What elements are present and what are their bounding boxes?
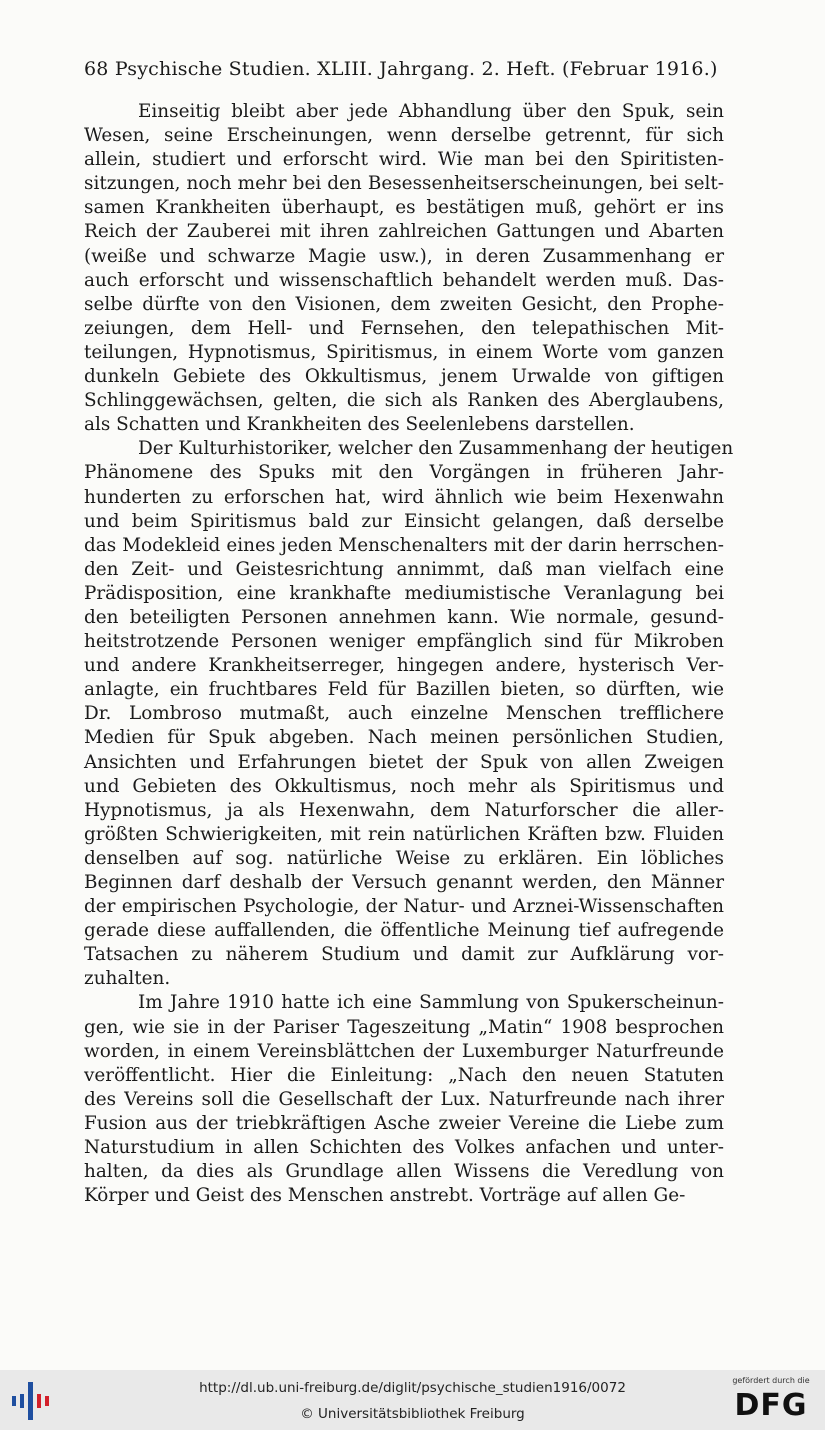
text-line: Beginnen darf deshalb der Versuch genannt werden, den Männer <box>84 872 724 893</box>
text-line: Fusion aus der triebkräftigen Asche zweier Vereine die Liebe zum <box>84 1112 724 1134</box>
text-line: zeiungen, dem Hell- und Fernsehen, den telepathischen Mit- <box>84 317 724 339</box>
running-title: Psychische Studien. XLIII. Jahrgang. 2. Heft. (Februar 1916.) <box>114 58 718 80</box>
text-line: Wesen, seine Erscheinungen, wenn derselbe getrennt, für sich <box>84 125 724 147</box>
text-line: anlagte, ein fruchtbares Feld für Bazillen bieten, so dürften, wie <box>84 679 724 701</box>
text-line: (weiße und schwarze Magie usw.), in deren Zusammenhang er <box>84 245 724 267</box>
text-line: Tatsachen zu näherem Studium und damit zur Aufklärung vor- <box>84 944 724 966</box>
text-line: den beteiligten Personen annehmen kann. Wie normale, gesund- <box>84 606 724 628</box>
text-line: Schlinggewächsen, gelten, die sich als Ranken des Aberglaubens, <box>84 390 724 412</box>
viewer-footer <box>0 1370 825 1430</box>
text-line: dunkeln Gebiete des Okkultismus, jenem Urwalde von giftigen <box>84 366 724 388</box>
running-header <box>84 58 724 80</box>
text-line: worden, in einem Vereinsblättchen der Luxemburger Naturfreunde <box>84 1040 724 1062</box>
dfg-mark: DFG <box>734 1388 808 1423</box>
text-line: den Zeit- und Geistesrichtung annimmt, daß man vielfach eine <box>84 558 724 580</box>
text-line: heitstrotzende Personen weniger empfänglich sind für Mikroben <box>84 631 724 653</box>
text-line: auch erforscht und wissenschaftlich behandelt werden muß. Das- <box>84 269 724 291</box>
text-line: Der Kulturhistoriker, welcher den Zusammenhang der heutigen <box>138 438 734 460</box>
page-permalink[interactable]: http://dl.ub.uni-freiburg.de/diglit/psychische_studien1916/0072 <box>199 1380 626 1396</box>
dfg-caption: gefördert durch die <box>732 1376 810 1385</box>
text-line: und andere Krankheitserreger, hingegen andere, hysterisch Ver- <box>84 655 724 677</box>
text-line: samen Krankheiten überhaupt, es bestätigen muß, gehört er ins <box>84 197 724 219</box>
text-line: Körper und Geist des Menschen anstrebt. Vorträge auf allen Ge- <box>84 1185 686 1207</box>
text-line: denselben auf sog. natürliche Weise zu erklären. Ein löbliches <box>84 847 724 869</box>
text-line: der empirischen Psychologie, der Natur- und Arznei-Wissenschaften <box>84 896 724 918</box>
text-line: des Vereins soll die Gesellschaft der Lux. Naturfreunde nach ihrer <box>84 1088 724 1110</box>
text-line: zuhalten. <box>84 968 171 990</box>
text-line: Im Jahre 1910 hatte ich eine Sammlung von Spukerscheinun- <box>138 992 724 1014</box>
article-body <box>84 100 734 1208</box>
text-line: gen, wie sie in der Pariser Tageszeitung „Matin“ 1908 besprochen <box>84 1016 724 1038</box>
text-line: und beim Spiritismus bald zur Einsicht gelangen, daß derselbe <box>84 510 724 532</box>
text-line: Einseitig bleibt aber jede Abhandlung über den Spuk, sein <box>138 101 724 122</box>
text-line: sitzungen, noch mehr bei den Besessenheitserscheinungen, bei selt- <box>84 173 724 195</box>
text-line: selbe dürfte von den Visionen, dem zweiten Gesicht, den Prophe- <box>84 293 724 315</box>
dfg-logo <box>727 1376 815 1426</box>
text-line: Hypnotismus, ja als Hexenwahn, dem Naturforscher die aller- <box>84 799 724 821</box>
text-line: und Gebieten des Okkultismus, noch mehr als Spiritismus und <box>84 775 724 797</box>
text-line: Reich der Zauberei mit ihren zahlreichen Gattungen und Abarten <box>84 221 724 243</box>
copyright-notice: © Universitätsbibliothek Freiburg <box>300 1406 525 1422</box>
text-line: als Schatten und Krankheiten des Seelenlebens darstellen. <box>84 414 635 436</box>
text-line: teilungen, Hypnotismus, Spiritismus, in einem Worte vom ganzen <box>84 341 724 363</box>
text-line: Prädisposition, eine krankhafte mediumistische Veranlagung bei <box>84 582 724 604</box>
text-line: Ansichten und Erfahrungen bietet der Spuk von allen Zweigen <box>84 751 724 773</box>
text-line: größten Schwierigkeiten, mit rein natürlichen Kräften bzw. Fluiden <box>84 823 724 845</box>
text-line: Dr. Lombroso mutmaßt, auch einzelne Menschen trefflichere <box>84 703 724 725</box>
text-line: allein, studiert und erforscht wird. Wie man bei den Spiritisten- <box>84 149 724 171</box>
text-line: Naturstudium in allen Schichten des Volkes anfachen und unter- <box>84 1137 724 1159</box>
page-number: 68 <box>84 58 109 80</box>
text-line: das Modekleid eines jeden Menschenalters mit der darin herrschen- <box>84 534 724 556</box>
text-line: gerade diese auffallenden, die öffentliche Meinung tief aufregende <box>84 920 724 942</box>
text-line: hunderten zu erforschen hat, wird ähnlich wie beim Hexenwahn <box>84 486 724 508</box>
text-line: Phänomene des Spuks mit den Vorgängen in früheren Jahr- <box>84 462 724 484</box>
text-line: Medien für Spuk abgeben. Nach meinen persönlichen Studien, <box>84 727 724 749</box>
text-line: halten, da dies als Grundlage allen Wissens die Veredlung von <box>84 1161 724 1183</box>
text-line: veröffentlicht. Hier die Einleitung: „Nach den neuen Statuten <box>84 1064 724 1086</box>
